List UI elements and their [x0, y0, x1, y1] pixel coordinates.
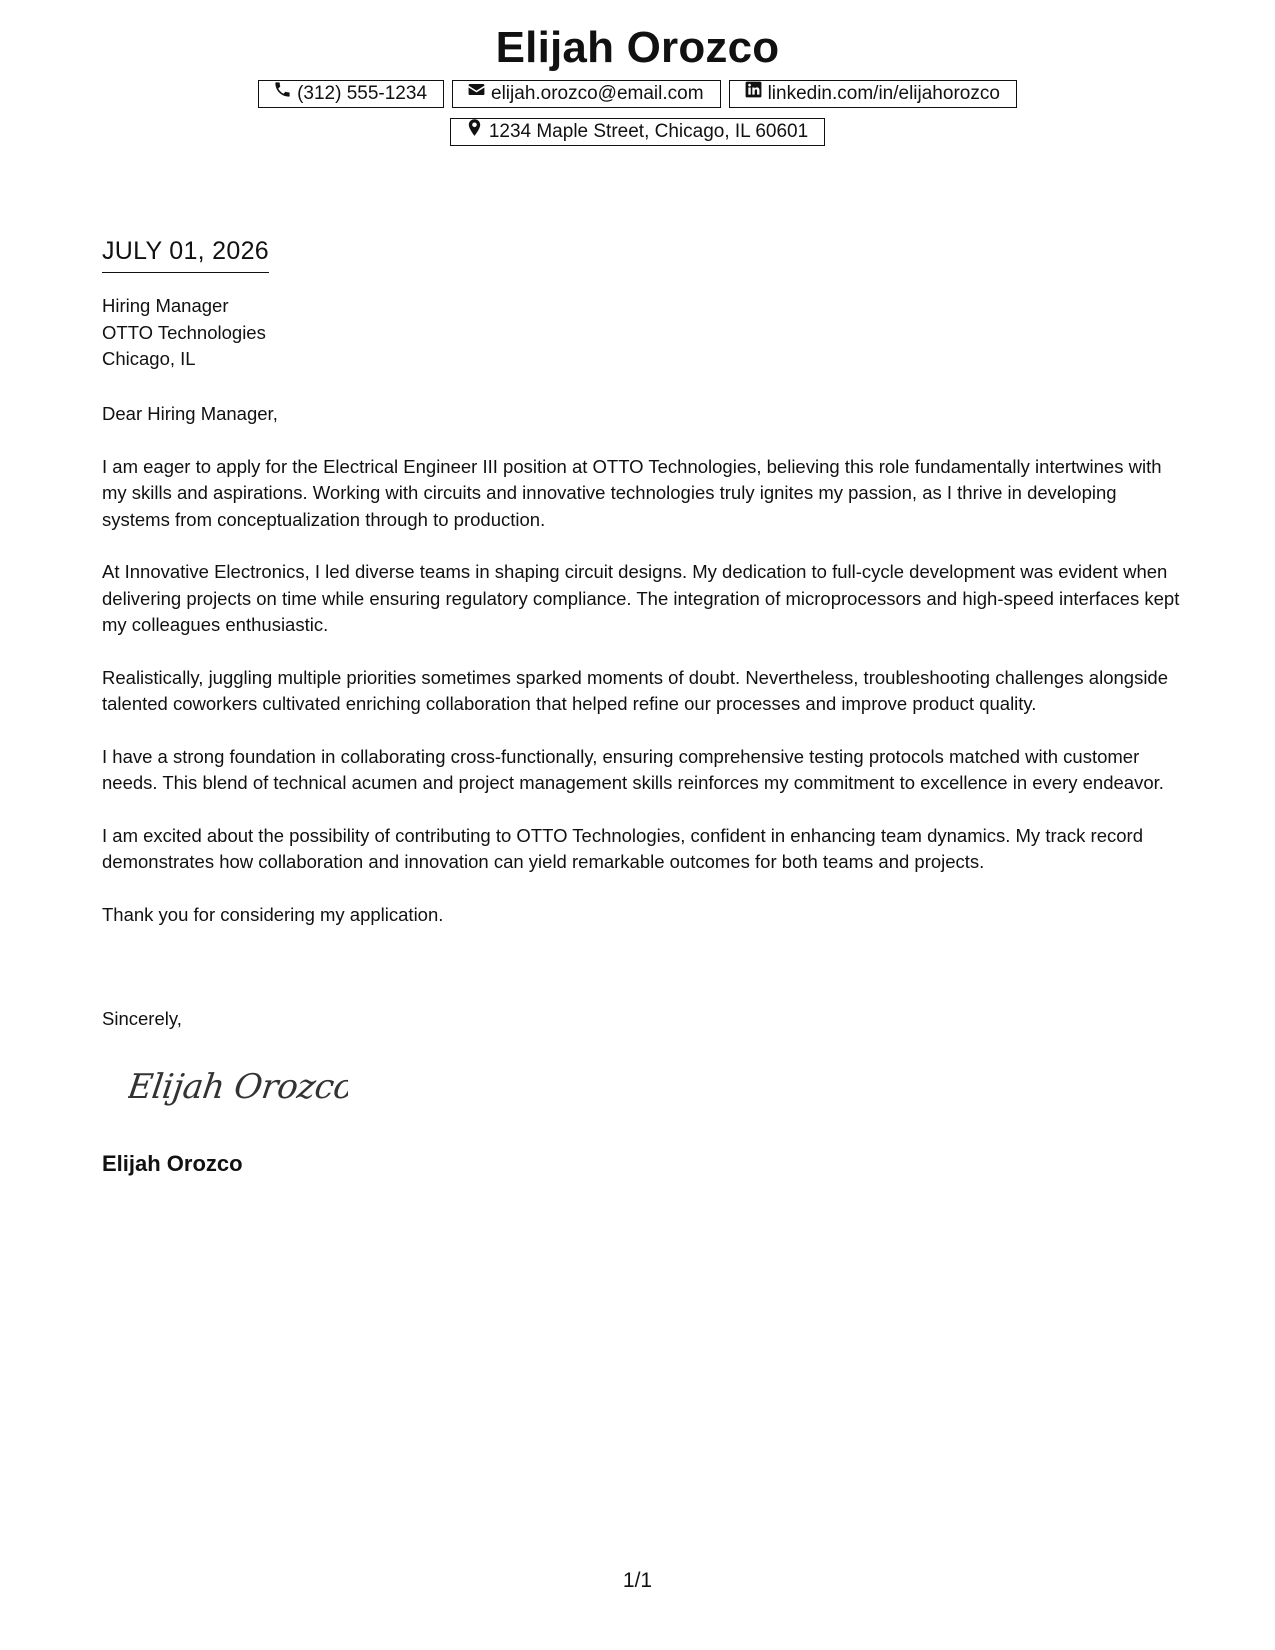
phone-icon [273, 80, 292, 108]
handwritten-signature [128, 1058, 348, 1114]
applicant-name: Elijah Orozco [495, 23, 780, 72]
recipient-title: Hiring Manager [102, 295, 229, 316]
body-paragraph: I have a strong foundation in collaborating cross-functionally, ensuring comprehensive testing protocols matched with customer needs. This blend of technical acumen and project management skills reinforces my commitment to excellence in every endeavor. [102, 745, 1164, 793]
page-number: 1/1 [622, 1569, 653, 1592]
address-chip [450, 118, 825, 146]
address-text: 1234 Maple Street, Chicago, IL 60601 [488, 121, 809, 142]
letter-date: JULY 01, 2026 [102, 236, 269, 273]
body-paragraph: I am eager to apply for the Electrical Engineer III position at OTTO Technologies, believing this role fundamentally intertwines with my skills and aspirations. Working with circuits and innovative technologies truly ignites my passion, as I thrive in developing systems from conceptualization through to production. [102, 455, 1162, 530]
body-paragraph: Realistically, juggling multiple priorities sometimes sparked moments of doubt. Nevertheless, troubleshooting challenges alongside talented coworkers cultivated enriching collaboration that helped refine our processes and improve product quality. [102, 666, 1169, 714]
signer-name: Elijah Orozco [102, 1151, 243, 1176]
svg-text:Elijah Orozco: Elijah Orozco [128, 1067, 348, 1107]
recipient-location: Chicago, IL [102, 348, 196, 369]
email-text: elijah.orozco@email.com [491, 83, 704, 104]
linkedin-text: linkedin.com/in/elijahorozco [767, 83, 1000, 104]
thank-you-line: Thank you for considering my application. [102, 903, 444, 925]
salutation: Dear Hiring Manager, [102, 403, 278, 424]
recipient-block [102, 293, 266, 373]
phone-chip [258, 80, 444, 108]
recipient-company: OTTO Technologies [102, 321, 266, 343]
contact-row-address [0, 118, 1275, 146]
phone-text: (312) 555-1234 [297, 83, 428, 104]
body-paragraph: I am excited about the possibility of contributing to OTTO Technologies, confident in enhancing team dynamics. My track record demonstrates how collaboration and innovation can yield remarkable outcomes for both teams and projects. [102, 824, 1143, 872]
letter-body [102, 401, 1182, 954]
linkedin-icon [744, 80, 763, 108]
email-chip[interactable] [452, 80, 721, 108]
closing: Sincerely, [102, 1008, 182, 1029]
contact-row [0, 80, 1275, 108]
envelope-icon [467, 80, 486, 108]
linkedin-chip[interactable] [729, 80, 1017, 108]
body-paragraph: At Innovative Electronics, I led diverse teams in shaping circuit designs. My dedication to full-cycle development was evident when delivering projects on time while ensuring regulatory compliance. The integration of microprocessors and high-speed interfaces kept my colleagues enthusiastic. [102, 561, 1180, 635]
map-pin-icon [465, 118, 484, 146]
